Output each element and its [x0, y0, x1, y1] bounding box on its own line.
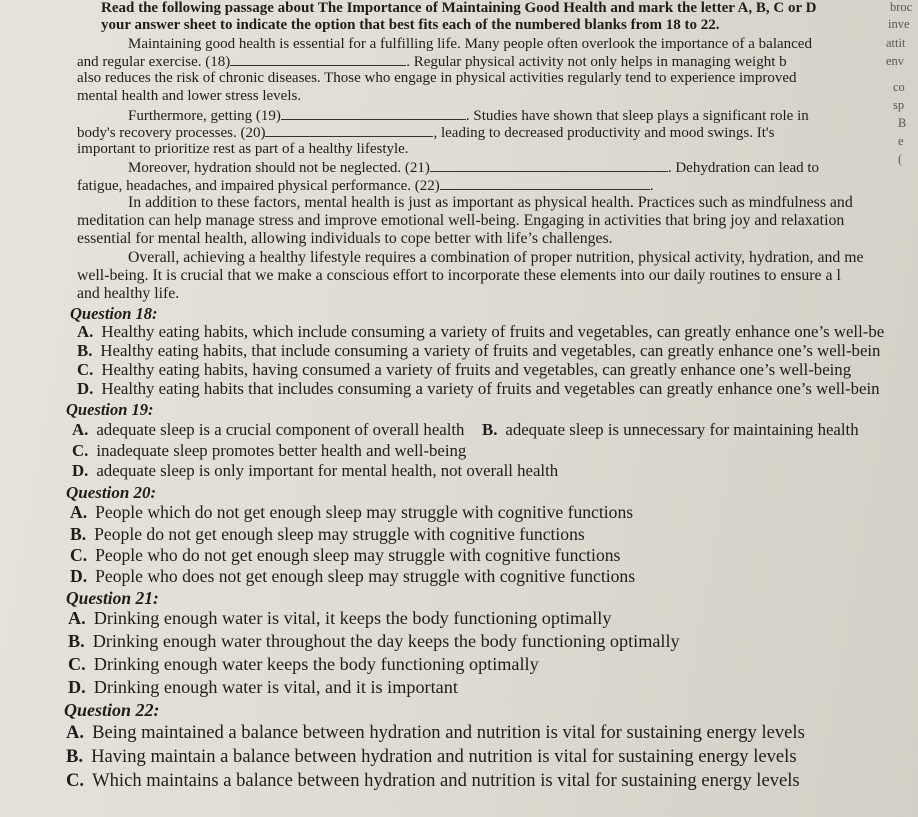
- option-text: adequate sleep is a crucial component of overall health: [96, 420, 465, 439]
- passage-line: essential for mental health, allowing individuals to cope better with life’s challenges.: [77, 230, 613, 247]
- passage-line: meditation can help manage stress and improve emotional well-being. Engaging in activities that bring joy and relaxation: [77, 212, 845, 229]
- passage-line: Maintaining good health is essential for a fulfilling life. Many people often overlook the importance of a balanced: [128, 36, 812, 52]
- passage-line: [77, 53, 787, 71]
- option-letter: A.: [66, 722, 85, 743]
- question-21-title: Question 21:: [66, 588, 159, 608]
- blank-22: [440, 177, 650, 190]
- blank-21: [430, 159, 668, 172]
- question-21-option-b[interactable]: [68, 631, 680, 652]
- question-20-title: Question 20:: [66, 483, 157, 502]
- option-letter: D.: [70, 566, 88, 586]
- passage-text: body's recovery processes. (20): [77, 125, 266, 141]
- edge-text: attit: [886, 36, 906, 50]
- option-text: inadequate sleep promotes better health and well-being: [96, 441, 467, 460]
- edge-text: inve: [888, 17, 910, 31]
- edge-text: B: [898, 116, 907, 130]
- option-letter: B.: [70, 524, 87, 544]
- option-text: adequate sleep is only important for mental health, not overall health: [96, 461, 559, 480]
- passage-line: [77, 177, 654, 195]
- question-19-option-c[interactable]: [72, 441, 466, 461]
- instruction-line-2: your answer sheet to indicate the option that best fits each of the numbered blanks from 18 to 22.: [101, 17, 720, 33]
- question-18-option-c[interactable]: [77, 360, 851, 380]
- option-text: Healthy eating habits, having consumed a variety of fruits and vegetables, can greatly enhance one’s well-being: [101, 360, 852, 379]
- passage-text: . Studies have shown that sleep plays a significant role in: [465, 108, 809, 124]
- option-text: Having maintain a balance between hydration and nutrition is vital for sustaining energy levels: [91, 746, 797, 767]
- option-letter: C.: [72, 441, 89, 460]
- passage-line: [128, 159, 819, 177]
- option-text: People who do not get enough sleep may struggle with cognitive functions: [95, 545, 621, 565]
- option-text: People who does not get enough sleep may struggle with cognitive functions: [95, 566, 636, 586]
- question-19-option-a[interactable]: [72, 420, 464, 440]
- option-letter: D.: [72, 461, 89, 480]
- question-22-title: Question 22:: [64, 700, 160, 720]
- option-letter: D.: [77, 379, 94, 398]
- option-letter: B.: [68, 631, 85, 651]
- option-text: Which maintains a balance between hydration and nutrition is vital for sustaining energy levels: [92, 770, 800, 791]
- passage-text: and regular exercise. (18): [77, 54, 231, 70]
- option-letter: A.: [68, 608, 86, 628]
- passage-line: In addition to these factors, mental health is just as important as physical health. Practices such as mindfulness and: [128, 194, 853, 211]
- question-19-option-d[interactable]: [72, 461, 558, 481]
- option-text: Healthy eating habits, that include consuming a variety of fruits and vegetables, can greatly enhance one’s well-bein: [100, 341, 881, 360]
- passage-line: Overall, achieving a healthy lifestyle requires a combination of proper nutrition, physical activity, hydration, and me: [128, 249, 864, 266]
- option-letter: D.: [68, 677, 86, 697]
- passage-text: .: [649, 178, 654, 194]
- edge-text: e: [898, 134, 904, 148]
- question-21-option-a[interactable]: [68, 608, 611, 629]
- question-18-title: Question 18:: [70, 304, 158, 323]
- passage-text: . Dehydration can lead to: [667, 160, 820, 176]
- blank-18: [230, 53, 406, 66]
- passage-line: mental health and lower stress levels.: [77, 88, 302, 104]
- passage-text: , leading to decreased productivity and mood swings. It's: [433, 125, 775, 141]
- question-22-option-c[interactable]: [66, 770, 800, 792]
- passage-line: and healthy life.: [77, 285, 180, 302]
- option-text: Drinking enough water is vital, it keeps the body functioning optimally: [93, 608, 612, 628]
- option-letter: A.: [70, 502, 88, 522]
- passage-text: fatigue, headaches, and impaired physical performance. (22): [77, 178, 440, 194]
- passage-text: Moreover, hydration should not be neglected. (21): [128, 160, 430, 176]
- option-letter: C.: [77, 360, 94, 379]
- option-text: People which do not get enough sleep may struggle with cognitive functions: [95, 502, 634, 522]
- option-letter: B.: [482, 420, 498, 439]
- passage-text: Furthermore, getting (19): [128, 108, 281, 124]
- question-20-option-d[interactable]: [70, 566, 635, 587]
- option-text: People do not get enough sleep may struggle with cognitive functions: [94, 524, 585, 544]
- question-18-option-d[interactable]: [77, 379, 880, 399]
- instruction-line-1: Read the following passage about The Importance of Maintaining Good Health and mark the letter A, B, C or D: [101, 0, 817, 16]
- option-letter: A.: [77, 322, 94, 341]
- option-text: Drinking enough water keeps the body functioning optimally: [93, 654, 539, 674]
- option-text: Being maintained a balance between hydration and nutrition is vital for sustaining energy levels: [92, 722, 805, 743]
- edge-text: sp: [893, 98, 905, 112]
- option-text: Drinking enough water throughout the day keeps the body functioning optimally: [92, 631, 680, 651]
- passage-line: also reduces the risk of chronic diseases. Those who engage in physical activities regularly tend to experience improved: [77, 70, 797, 86]
- option-text: adequate sleep is unnecessary for maintaining health: [505, 420, 859, 439]
- question-22-option-a[interactable]: [66, 722, 805, 744]
- passage-line: [77, 124, 774, 142]
- question-20-option-b[interactable]: [70, 524, 585, 545]
- question-21-option-c[interactable]: [68, 654, 539, 675]
- option-letter: B.: [77, 341, 93, 360]
- question-19-option-b[interactable]: [482, 420, 859, 440]
- option-text: Healthy eating habits, which include consuming a variety of fruits and vegetables, can greatly enhance one’s well-be: [101, 322, 885, 341]
- passage-text: . Regular physical activity not only helps in managing weight b: [406, 54, 787, 70]
- option-letter: C.: [66, 770, 85, 791]
- passage-line: [128, 107, 809, 125]
- option-text: Drinking enough water is vital, and it is important: [93, 677, 458, 697]
- question-20-option-a[interactable]: [70, 502, 633, 523]
- option-letter: B.: [66, 746, 84, 767]
- passage-line: well-being. It is crucial that we make a conscious effort to incorporate these elements into our daily routines to ensure a l: [77, 267, 841, 284]
- question-21-option-d[interactable]: [68, 677, 458, 698]
- edge-text: env: [886, 54, 905, 68]
- question-18-option-a[interactable]: [77, 322, 884, 342]
- option-letter: A.: [72, 420, 89, 439]
- edge-text: broc: [890, 0, 913, 14]
- question-20-option-c[interactable]: [70, 545, 620, 566]
- blank-19: [281, 107, 466, 120]
- question-19-title: Question 19:: [66, 400, 154, 419]
- option-text: Healthy eating habits that includes consuming a variety of fruits and vegetables can greatly enhance one’s well-bein: [101, 379, 880, 398]
- option-letter: C.: [68, 654, 86, 674]
- option-letter: C.: [70, 545, 88, 565]
- question-22-option-b[interactable]: [66, 746, 797, 768]
- blank-20: [265, 124, 433, 137]
- edge-text: (: [898, 152, 903, 166]
- question-18-option-b[interactable]: [77, 341, 880, 361]
- passage-line: important to prioritize rest as part of a healthy lifestyle.: [77, 141, 409, 157]
- edge-text: co: [893, 80, 905, 94]
